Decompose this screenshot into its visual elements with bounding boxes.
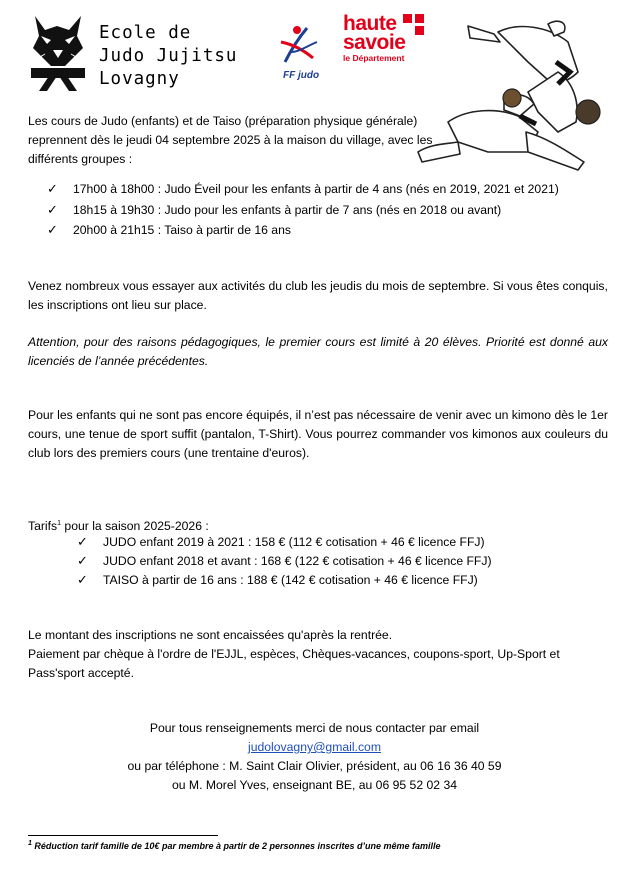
checkmark-icon: ✓ — [47, 222, 58, 237]
club-name-line-3: Lovagny — [99, 69, 180, 89]
payment-line-2: Paiement par chèque à l'ordre de l'EJJL, espèces, Chèques-vacances, coupons-sport, Up-Sport et Pass'sport accepté. — [28, 647, 560, 680]
hautesavoie-line2: savoie — [343, 31, 406, 54]
contact-email-row — [0, 738, 629, 757]
tarifs-label: Tarifs — [28, 519, 58, 534]
contact-email-link[interactable]: judolovagny@gmail.com — [248, 740, 381, 754]
club-wolf-logo — [27, 14, 89, 92]
list-item — [47, 179, 559, 199]
footnote-divider — [28, 835, 218, 836]
intro-paragraph: Les cours de Judo (enfants) et de Taiso (préparation physique générale) reprennent dès le jeudi 04 septembre 2025 à la maison du village, avec les différents groupes : — [28, 114, 433, 166]
tarif-text: JUDO enfant 2018 et avant : 168 € (122 € cotisation + 46 € licence FFJ) — [103, 554, 492, 568]
group-text: 17h00 à 18h00 : Judo Éveil pour les enfants à partir de 4 ans (nés en 2019, 2021 et 2021) — [73, 182, 559, 196]
tarif-text: JUDO enfant 2019 à 2021 : 158 € (112 € cotisation + 46 € licence FFJ) — [103, 535, 485, 549]
footnote — [28, 840, 441, 851]
group-text: 20h00 à 21h15 : Taiso à partir de 16 ans — [73, 223, 291, 237]
club-name-line-2: Judo Jujitsu — [99, 46, 238, 66]
checkmark-icon: ✓ — [77, 572, 88, 587]
list-item — [47, 220, 291, 240]
list-item — [77, 551, 492, 571]
hautesavoie-line3: le Département — [343, 53, 405, 63]
hautesavoie-line1: haute — [343, 12, 397, 35]
tarif-text: TAISO à partir de 16 ans : 188 € (142 € cotisation + 46 € licence FFJ) — [103, 573, 478, 587]
ffjudo-logo-icon — [277, 22, 321, 70]
footnote-text: Réduction tarif famille de 10€ par membre à partir de 2 personnes inscrites d’une même famille — [31, 841, 441, 851]
checkmark-icon: ✓ — [77, 553, 88, 568]
club-name-line-1: Ecole de — [99, 23, 192, 43]
list-item — [77, 532, 485, 552]
ffjudo-caption: FF judo — [283, 70, 320, 81]
attention-paragraph: Attention, pour des raisons pédagogiques, le premier cours est limité à 20 élèves. Priorité est donné aux licenciés de l’année précédentes. — [28, 335, 608, 368]
tarifs-label-rest: pour la saison 2025-2026 : — [61, 519, 209, 534]
contact-line-1: Pour tous renseignements merci de nous contacter par email — [149, 721, 480, 735]
checkmark-icon: ✓ — [47, 181, 58, 196]
list-item — [77, 570, 478, 590]
checkmark-icon: ✓ — [77, 534, 88, 549]
invite-paragraph: Venez nombreux vous essayer aux activités du club les jeudis du mois de septembre. Si vous êtes conquis, les inscriptions ont lieu sur place. — [28, 279, 608, 312]
footnote-marker: 1 — [28, 840, 32, 847]
contact-line-3: ou M. Morel Yves, enseignant BE, au 06 95 52 02 34 — [171, 778, 458, 792]
group-text: 18h15 à 19h30 : Judo pour les enfants à partir de 7 ans (nés en 2018 ou avant) — [73, 203, 502, 217]
contact-line-2: ou par téléphone : M. Saint Clair Olivier, président, au 06 16 36 40 59 — [127, 759, 502, 773]
checkmark-icon: ✓ — [47, 202, 58, 217]
tarifs-footnote-ref: 1 — [57, 520, 62, 527]
payment-line-1: Le montant des inscriptions ne sont encaissées qu'après la rentrée. — [28, 628, 393, 642]
list-item — [47, 200, 501, 220]
equipment-paragraph: Pour les enfants qui ne sont pas encore équipés, il n’est pas nécessaire de venir avec un kimono dès le 1er cours, une tenue de sport suffit (pantalon, T-Shirt). Vous pourrez commander vos kimonos aux couleurs du club lors des premiers cours (une trentaine d'euros). — [28, 408, 608, 460]
